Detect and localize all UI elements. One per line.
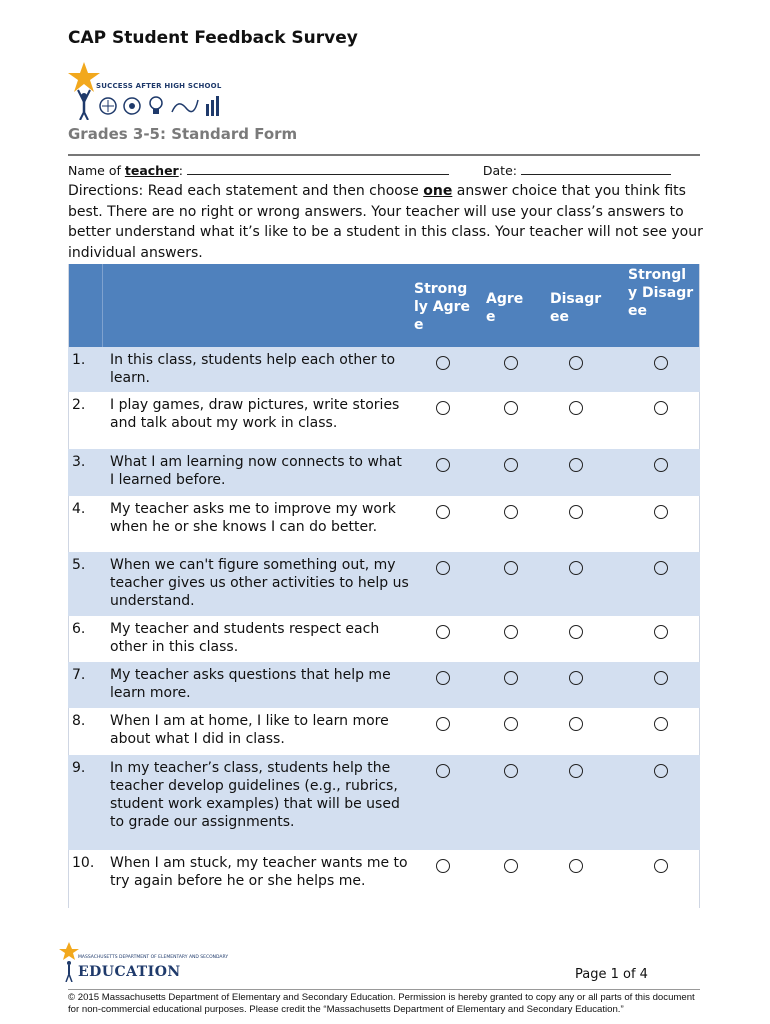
question-number: 7. <box>72 667 86 683</box>
logo-tagline: SUCCESS AFTER HIGH SCHOOL <box>96 82 222 90</box>
radio-disagree[interactable] <box>569 859 583 873</box>
radio-disagree[interactable] <box>569 764 583 778</box>
dese-subtitle: MASSACHUSETTS DEPARTMENT OF ELEMENTARY AND SECONDARY <box>78 955 229 960</box>
radio-agree[interactable] <box>504 561 518 575</box>
radio-strongly-agree[interactable] <box>436 401 450 415</box>
question-row <box>68 850 700 908</box>
career-icons-row <box>98 94 228 118</box>
question-text: What I am learning now connects to what I learned before. <box>110 454 402 488</box>
question-row <box>68 662 700 708</box>
date-label: Date: <box>482 163 517 178</box>
radio-strongly-agree[interactable] <box>436 356 450 370</box>
radio-strongly-disagree[interactable] <box>654 356 668 370</box>
radio-strongly-disagree[interactable] <box>654 505 668 519</box>
radio-agree[interactable] <box>504 458 518 472</box>
question-text: In my teacher’s class, students help the teacher develop guidelines (e.g., rubrics, student work examples) that will be used to grade our assignments. <box>110 760 400 830</box>
radio-strongly-agree[interactable] <box>436 717 450 731</box>
radio-agree[interactable] <box>504 625 518 639</box>
question-row <box>68 392 700 449</box>
copyright-footer: © 2015 Massachusetts Department of Elementary and Secondary Education. Permission is hereby granted to copy any or all parts of this document for non-commercial educational purposes. Please credit the “Massachusetts Department of Elementary and Secondary Education.” <box>68 992 695 1015</box>
radio-disagree[interactable] <box>569 356 583 370</box>
question-number: 8. <box>72 713 86 729</box>
question-row <box>68 496 700 552</box>
lightbulb-icon <box>150 97 162 109</box>
page-number: Page 1 of 4 <box>575 967 648 982</box>
question-row <box>68 755 700 850</box>
radio-agree[interactable] <box>504 764 518 778</box>
question-row <box>68 708 700 755</box>
column-disagree: Disagree <box>550 291 602 325</box>
radio-disagree[interactable] <box>569 625 583 639</box>
question-text: In this class, students help each other to learn. <box>110 352 396 386</box>
radio-strongly-agree[interactable] <box>436 505 450 519</box>
dese-wordmark: EDUCATION <box>78 964 181 980</box>
header-number-cell <box>68 264 103 347</box>
date-field[interactable] <box>521 163 671 175</box>
radio-disagree[interactable] <box>569 458 583 472</box>
radio-strongly-disagree[interactable] <box>654 401 668 415</box>
radio-strongly-disagree[interactable] <box>654 671 668 685</box>
radio-strongly-agree[interactable] <box>436 859 450 873</box>
radio-disagree[interactable] <box>569 717 583 731</box>
question-number: 9. <box>72 760 86 776</box>
radio-strongly-disagree[interactable] <box>654 859 668 873</box>
question-number: 6. <box>72 621 86 637</box>
column-agree: Agree <box>486 291 524 325</box>
divider <box>68 154 700 156</box>
radio-strongly-agree[interactable] <box>436 561 450 575</box>
radio-strongly-agree[interactable] <box>436 625 450 639</box>
radio-disagree[interactable] <box>569 505 583 519</box>
question-text: When I am stuck, my teacher wants me to try again before he or she helps me. <box>110 855 408 889</box>
name-date-line: Name of teacher: Date: <box>68 163 671 178</box>
radio-agree[interactable] <box>504 356 518 370</box>
question-text: When we can't figure something out, my teacher gives us other activities to help us understand. <box>110 557 409 609</box>
question-number: 3. <box>72 454 86 470</box>
success-after-high-school-logo <box>66 62 236 120</box>
question-number: 1. <box>72 352 86 368</box>
survey-table <box>68 264 700 908</box>
directions: Directions: Read each statement and then choose one answer choice that you think fits best. There are no right or wrong answers. Your teacher will use your class’s answers to better understand what it’s like to be a student in this class. Your teacher will not see your individual answers. <box>68 183 703 261</box>
radio-agree[interactable] <box>504 671 518 685</box>
radio-agree[interactable] <box>504 401 518 415</box>
radio-disagree[interactable] <box>569 671 583 685</box>
radio-strongly-disagree[interactable] <box>654 561 668 575</box>
radio-strongly-disagree[interactable] <box>654 717 668 731</box>
radio-disagree[interactable] <box>569 561 583 575</box>
question-number: 5. <box>72 557 86 573</box>
radio-agree[interactable] <box>504 505 518 519</box>
radio-strongly-disagree[interactable] <box>654 764 668 778</box>
question-number: 10. <box>72 855 95 871</box>
page-title: CAP Student Feedback Survey <box>68 28 358 48</box>
directions-emphasis: one <box>423 183 453 199</box>
question-text: My teacher asks questions that help me learn more. <box>110 667 391 701</box>
teacher-name-field[interactable] <box>187 163 449 175</box>
table-header <box>68 264 700 347</box>
question-text: My teacher and students respect each other in this class. <box>110 621 380 655</box>
teacher-word: teacher <box>124 163 179 178</box>
question-text: My teacher asks me to improve my work when he or she knows I can do better. <box>110 501 396 535</box>
radio-strongly-agree[interactable] <box>436 671 450 685</box>
question-number: 4. <box>72 501 86 517</box>
question-row <box>68 552 700 616</box>
radio-agree[interactable] <box>504 717 518 731</box>
radio-strongly-agree[interactable] <box>436 458 450 472</box>
radio-disagree[interactable] <box>569 401 583 415</box>
radio-strongly-disagree[interactable] <box>654 458 668 472</box>
column-strongly-disagree: Strongly Disagree <box>628 267 694 319</box>
dese-logo <box>58 942 229 982</box>
form-title: Grades 3-5: Standard Form <box>68 125 298 143</box>
column-strongly-agree: Strongly Agree <box>414 281 471 333</box>
radio-agree[interactable] <box>504 859 518 873</box>
dese-star-icon <box>58 942 80 982</box>
question-number: 2. <box>72 397 86 413</box>
question-row <box>68 449 700 496</box>
question-row <box>68 616 700 662</box>
question-text: I play games, draw pictures, write stories and talk about my work in class. <box>110 397 400 431</box>
radio-strongly-disagree[interactable] <box>654 625 668 639</box>
question-text: When I am at home, I like to learn more about what I did in class. <box>110 713 389 747</box>
radio-strongly-agree[interactable] <box>436 764 450 778</box>
bar-chart-icon <box>206 104 209 116</box>
path-arrow-icon <box>172 100 198 112</box>
question-row <box>68 347 700 392</box>
